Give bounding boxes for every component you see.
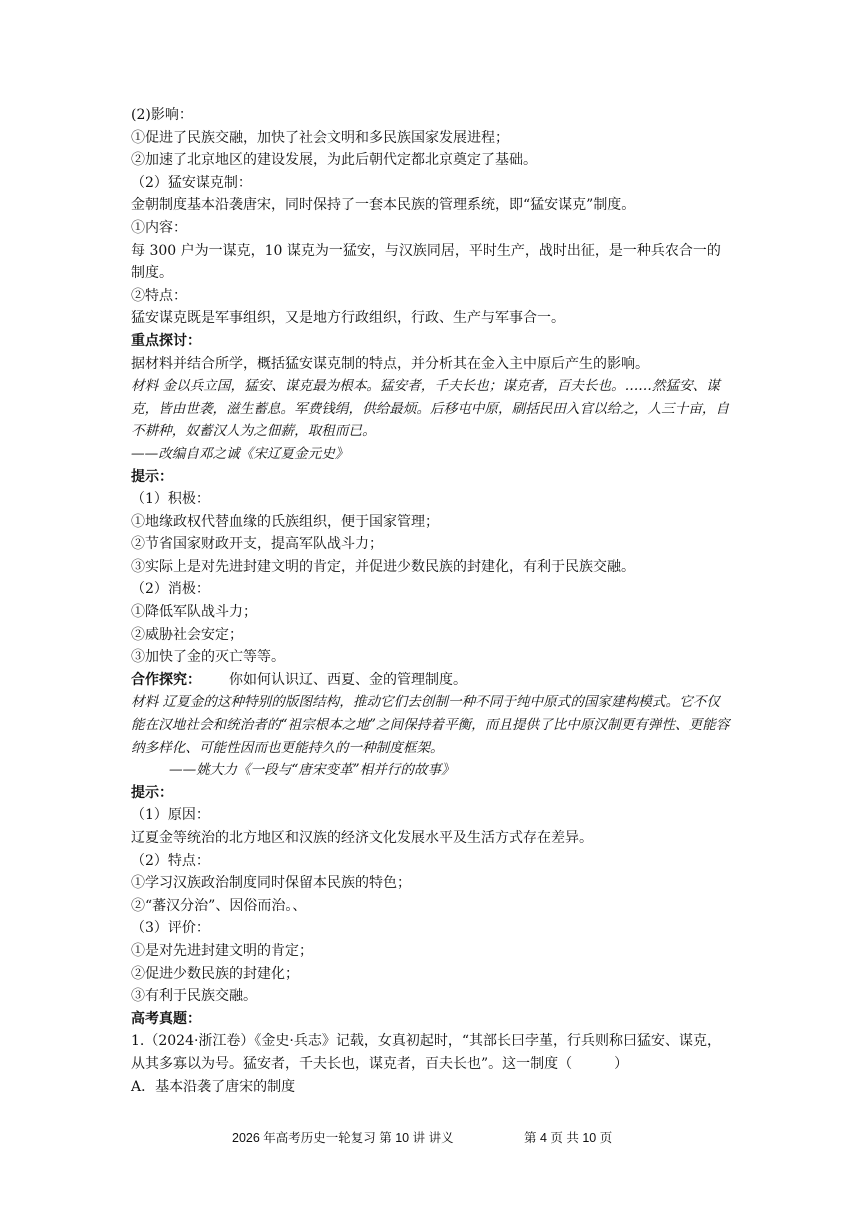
- text-line: (2)影响：: [131, 107, 193, 123]
- text-line: （1）积极：: [131, 491, 210, 508]
- text-line: 金朝制度基本沿袭唐宋，同时保持了一套本民族的管理系统，即“猛安谋克”制度。: [131, 197, 636, 214]
- text-line: ①降低军队战斗力；: [131, 604, 257, 621]
- section-heading: 合作探究：: [131, 671, 201, 688]
- exam-question: 1.（2024·浙江卷）《金史·兵志》记载，女真初起时，“其部长曰孛堇，行兵则称曰猛安、谋克，从其多寡以为号。猛安者，千夫长也，谋克者，百夫长也”。这一制度（ ）: [131, 1033, 722, 1072]
- text-line: ②威胁社会安定；: [131, 626, 243, 643]
- question-text: 你如何认识辽、西夏、金的管理制度。: [229, 671, 467, 688]
- section-heading: 重点探讨：: [131, 332, 201, 349]
- text-line: 猛安谋克既是军事组织，又是地方行政组织，行政、生产与军事合一。: [131, 310, 565, 327]
- text-line: （2）特点：: [131, 852, 210, 869]
- section-heading: 提示：: [131, 468, 173, 485]
- text-line: ②促进少数民族的封建化；: [131, 965, 299, 982]
- document-body: [131, 104, 731, 1098]
- text-line: ②节省国家财政开支，提高军队战斗力；: [131, 536, 383, 553]
- text-paragraph: 每 300 户为一谋克，10 谋克为一猛安，与汉族同居，平时生产，战时出征，是一种兵农合一的制度。: [131, 242, 721, 282]
- text-line: 辽夏金等统治的北方地区和汉族的经济文化发展水平及生活方式存在差异。: [131, 830, 593, 846]
- source-material: 材料 辽夏金的这种特别的版图结构，推动它们去创制一种不同于纯中原式的国家建构模式。它不仅能在汉地社会和统治者的“祖宗根本之地”之间保持着平衡，而且提供了比中原汉制更有弹性、更能容纳多样化、可能性因而也更能持久的一种制度框架。: [131, 694, 730, 756]
- text-line: ①地缘政权代替血缘的氏族组织，便于国家管理；: [131, 513, 439, 530]
- text-line: 据材料并结合所学，概括猛安谋克制的特点，并分析其在金入主中原后产生的影响。: [131, 355, 649, 372]
- text-line: （1）原因：: [131, 807, 210, 824]
- text-line: （2）消极：: [131, 581, 210, 598]
- text-line: ①促进了民族交融，加快了社会文明和多民族国家发展进程；: [131, 129, 509, 146]
- section-heading: 高考真题：: [131, 1010, 201, 1027]
- text-line: ③加快了金的灭亡等等。: [131, 649, 285, 666]
- source-citation: ——改编自邓之诚《宋辽夏金元史》: [131, 445, 349, 462]
- text-line: ②特点：: [131, 287, 187, 304]
- text-line: ②“蕃汉分治”、因俗而治。、: [131, 897, 307, 914]
- text-line: （2）猛安谋克制：: [131, 174, 252, 191]
- source-citation: ——姚大力《一段与“唐宋变革”相并行的故事》: [169, 762, 455, 779]
- text-line: ②加速了北京地区的建设发展，为此后朝代定都北京奠定了基础。: [131, 152, 537, 169]
- text-line: （3）评价：: [131, 920, 210, 937]
- text-line: ①学习汉族政治制度同时保留本民族的特色；: [131, 875, 411, 892]
- section-heading: 提示：: [131, 784, 173, 801]
- answer-option: A．基本沿袭了唐宋的制度: [131, 1078, 296, 1095]
- text-line: ③有利于民族交融。: [131, 988, 257, 1005]
- text-line: [131, 669, 731, 692]
- page-number: 第 4 页 共 10 页: [524, 1131, 613, 1145]
- text-line: ①内容：: [131, 219, 187, 236]
- text-line: ①是对先进封建文明的肯定；: [131, 942, 313, 959]
- source-material: 材料 金以兵立国，猛安、谋克最为根本。猛安者，千夫长也；谋克者，百夫长也。……然猛安、谋克，皆由世袭，滋生蓄息。军费钱绢，供给最烦。后移屯中原，刷括民田入官以给之，人三十亩，自不耕种，奴蓄汉人为之佃薪，取租而已。: [131, 378, 730, 440]
- text-line: ③实际上是对先进封建文明的肯定，并促进少数民族的封建化，有利于民族交融。: [131, 558, 635, 575]
- footer-title: 2026 年高考历史一轮复习 第 10 讲 讲义: [232, 1131, 454, 1145]
